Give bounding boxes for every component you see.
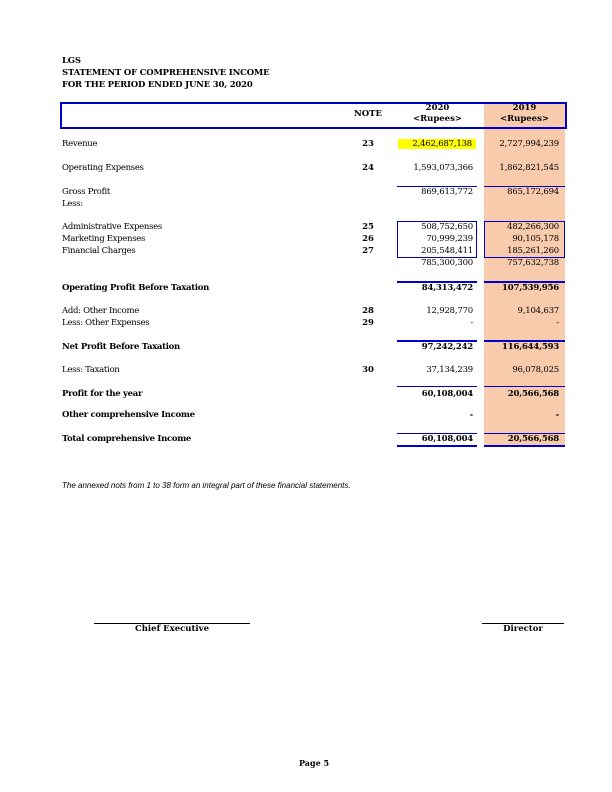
rule-line <box>397 186 477 187</box>
signature-chief-executive: Chief Executive <box>134 624 209 634</box>
expenses-box-2020 <box>397 221 477 258</box>
note-column-header: NOTE <box>354 109 382 119</box>
rule-line <box>484 186 565 187</box>
value-2020: 84,313,472 <box>421 283 473 293</box>
value-2019: 482,266,300 <box>507 222 559 232</box>
double-rule-line <box>397 445 477 447</box>
value-2019: - <box>556 318 559 328</box>
row-label: Financial Charges <box>62 246 136 256</box>
row-label: Gross Profit <box>62 187 110 197</box>
year-2019-header <box>484 103 565 125</box>
footnote: The annexed nots from 1 to 38 form an integral part of these financial statements. <box>62 481 351 490</box>
company-name: LGS <box>62 56 81 66</box>
rule-line <box>484 386 565 387</box>
row-label: Total comprehensive Income <box>62 434 192 444</box>
value-2020: 785,300,300 <box>421 258 473 268</box>
value-2020: 97,242,242 <box>421 342 473 352</box>
row-label: Revenue <box>62 139 98 149</box>
value-2020: 1,593,073,366 <box>413 163 473 173</box>
value-2019: 116,644,593 <box>502 342 559 352</box>
rule-line <box>397 340 477 342</box>
row-label: Net Profit Before Taxation <box>62 342 180 352</box>
value-2019: 90,105,178 <box>512 234 559 244</box>
value-2019: 1,862,821,545 <box>499 163 559 173</box>
row-note: 25 <box>362 222 374 232</box>
row-label: Less: <box>62 199 83 209</box>
year-2019-unit: <Rupees> <box>499 114 550 124</box>
row-label: Administrative Expenses <box>62 222 162 232</box>
statement-period: FOR THE PERIOD ENDED JUNE 30, 2020 <box>62 80 253 90</box>
row-label: Operating Profit Before Taxation <box>62 283 210 293</box>
value-2019: 9,104,637 <box>517 306 559 316</box>
value-2020: - <box>470 318 473 328</box>
row-label: Other comprehensive Income <box>62 410 195 420</box>
value-2020: 869,613,772 <box>421 187 473 197</box>
double-rule-line <box>484 445 565 447</box>
row-note: 23 <box>362 139 374 149</box>
rule-line <box>397 386 477 387</box>
row-note: 27 <box>362 246 374 256</box>
value-2019: 107,539,956 <box>502 283 559 293</box>
statement-title: STATEMENT OF COMPREHENSIVE INCOME <box>62 68 270 78</box>
value-2019: 20,566,568 <box>507 434 559 444</box>
value-2020: - <box>469 410 473 420</box>
row-label: Less: Other Expenses <box>62 318 150 328</box>
rule-line <box>484 433 565 434</box>
row-label: Profit for the year <box>62 389 143 399</box>
row-note: 29 <box>362 318 374 328</box>
value-2019: 20,566,568 <box>507 389 559 399</box>
value-2020: 205,548,411 <box>421 246 473 256</box>
value-2020: 2,462,687,138 <box>398 139 476 149</box>
value-2019: 2,727,994,239 <box>499 139 559 149</box>
year-2020-unit: <Rupees> <box>412 114 463 124</box>
value-2020: 60,108,004 <box>421 389 473 399</box>
page-number: Page 5 <box>298 758 330 768</box>
row-label: Less: Taxation <box>62 365 120 375</box>
value-2020: 70,999,239 <box>426 234 473 244</box>
expenses-box-2019 <box>484 221 565 258</box>
year-2020-header <box>397 103 478 125</box>
row-label: Operating Expenses <box>62 163 144 173</box>
rule-line <box>397 433 477 434</box>
rule-line <box>484 340 565 342</box>
row-label: Add: Other Income <box>62 306 139 316</box>
year-2019-label: 2019 <box>512 103 537 113</box>
value-2019: 96,078,025 <box>512 365 559 375</box>
row-label: Marketing Expenses <box>62 234 146 244</box>
value-2020: 60,108,004 <box>421 434 473 444</box>
row-note: 30 <box>362 365 374 375</box>
row-note: 24 <box>362 163 374 173</box>
value-2020: 37,134,239 <box>426 365 473 375</box>
value-2019: 185,261,260 <box>507 246 559 256</box>
rule-line <box>484 281 565 283</box>
row-note: 26 <box>362 234 374 244</box>
year-2020-label: 2020 <box>425 103 450 113</box>
value-2019: 865,172,694 <box>507 187 559 197</box>
value-2019: 757,632,738 <box>507 258 559 268</box>
value-2020: 508,752,650 <box>421 222 473 232</box>
value-2019: - <box>555 410 559 420</box>
row-note: 28 <box>362 306 374 316</box>
signature-director: Director <box>503 624 543 634</box>
value-2020: 12,928,770 <box>426 306 473 316</box>
rule-line <box>397 281 477 283</box>
